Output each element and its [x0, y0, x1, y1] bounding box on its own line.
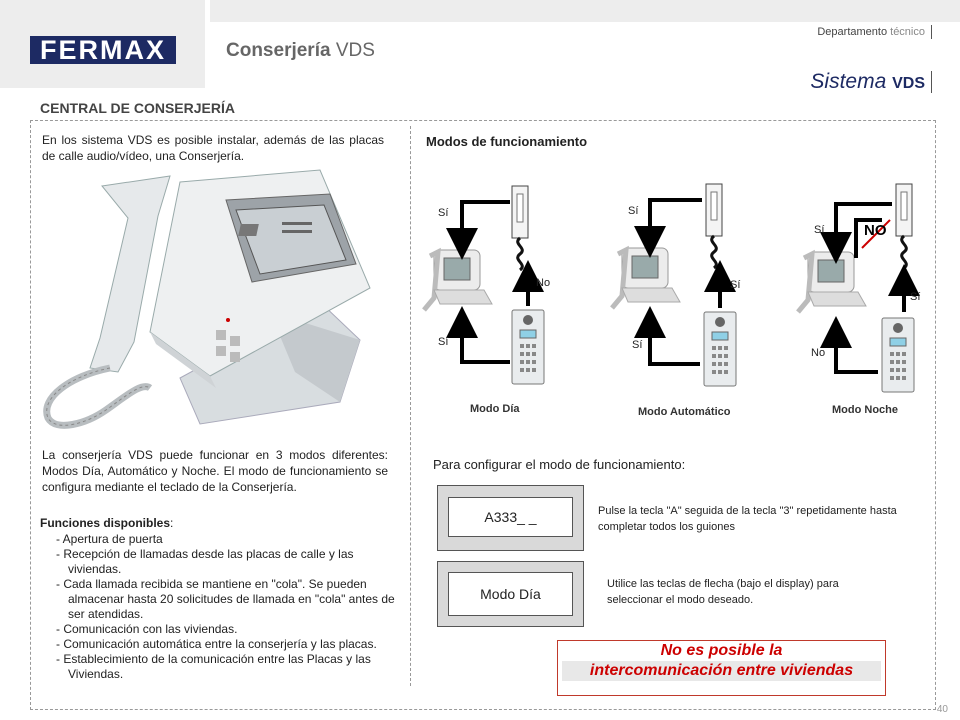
conserjeria-icon: [798, 252, 866, 312]
list-item: - Apertura de puerta: [56, 532, 163, 546]
functions-title-text: Funciones disponibles: [40, 516, 171, 530]
conserjeria-illustration: [30, 162, 400, 438]
street-panel-icon: [882, 318, 914, 392]
mode-dia-name: Modo Día: [470, 403, 520, 415]
note-display-modo-dia: Utilice las teclas de flecha (bajo el display) para seleccionar el modo deseado.: [607, 578, 839, 606]
intercom-icon: [706, 184, 722, 268]
functions-title-colon: :: [170, 516, 174, 530]
separator-bar: [931, 71, 932, 93]
list-item: - Cada llamada recibida se mantiene en "cola". Se pueden almacenar hasta 20 solicitudes de llamada en "cola" antes de ser atendidas.: [56, 577, 395, 621]
arrow-icon: [462, 202, 510, 244]
warning-line-1: No es posible la: [660, 642, 783, 659]
arrow-icon: [650, 322, 700, 364]
list-item: - Comunicación automática entre la conserjería y las placas.: [56, 637, 377, 651]
mode-noche-bottom-label: No: [811, 347, 826, 359]
mode-automatico-top-label: Sí: [628, 205, 639, 217]
mode-noche-right-label: Sí: [910, 291, 921, 303]
display-a333-text: A333_ _: [448, 497, 573, 537]
mode-noche-diagram: [798, 184, 914, 392]
section-title: CENTRAL DE CONSERJERÍA: [40, 100, 235, 116]
no-sign: NO: [864, 222, 887, 239]
street-panel-icon: [512, 310, 544, 384]
list-item: - Establecimiento de la comunicación entre las Placas y las Viviendas.: [56, 652, 371, 681]
arrow-icon: [462, 322, 510, 362]
title-rest: VDS: [330, 40, 375, 61]
arrow-icon: [650, 200, 702, 242]
intercom-icon: [896, 184, 912, 268]
arrow-icon: [836, 332, 878, 372]
note-display-a333: Pulse la tecla "A" seguida de la tecla "3" repetidamente hasta completar todos los guiones: [598, 505, 897, 533]
display-modo-dia-text: Modo Día: [448, 572, 573, 616]
description-paragraph: La conserjería VDS puede funcionar en 3 modos diferentes: Modos Día, Automático y Noche. El modo de funcionamiento se configura mediante el teclado de la Conserjería.: [42, 448, 388, 494]
mode-noche-name: Modo Noche: [832, 404, 898, 416]
functions-title: [40, 516, 173, 530]
separator-bar: [931, 25, 932, 39]
department-label: [817, 25, 932, 39]
mode-dia-bottom-label: Sí: [438, 336, 449, 348]
dept-light: técnico: [887, 25, 925, 38]
mode-dia-right-label: No: [536, 277, 551, 289]
mode-automatico-right-label: Sí: [730, 279, 741, 291]
functions-list: [40, 532, 406, 682]
sistema-label: [810, 70, 932, 94]
conserjeria-icon: [612, 248, 680, 308]
warning-line-2: intercomunicación entre viviendas: [562, 661, 881, 681]
dept-bold: Departamento: [817, 25, 888, 38]
config-title: Para configurar el modo de funcionamiento:: [433, 457, 686, 472]
intercom-icon: [512, 186, 528, 270]
display-modo-dia: [437, 561, 584, 627]
mode-dia-top-label: Sí: [438, 207, 449, 219]
list-item: - Comunicación con las viviendas.: [56, 622, 238, 636]
sistema-text: Sistema: [810, 70, 893, 93]
page-title: [226, 40, 375, 62]
title-bold: Conserjería: [226, 40, 331, 61]
mode-automatico-name: Modo Automático: [638, 406, 731, 418]
page-number: 40: [936, 704, 948, 715]
header-band-right: [210, 0, 960, 22]
modes-title: Modos de funcionamiento: [426, 134, 588, 149]
mode-noche-top-label: Sí: [814, 224, 825, 236]
display-a333: [437, 485, 584, 551]
conserjeria-icon: [424, 250, 492, 310]
list-item: - Recepción de llamadas desde las placas de calle y las viviendas.: [56, 547, 354, 576]
street-panel-icon: [704, 312, 736, 386]
intro-paragraph: En los sistema VDS es posible instalar, además de las placas de calle audio/vídeo, una Conserjería.: [42, 133, 384, 163]
fermax-logo: FERMAX: [30, 36, 176, 64]
mode-automatico-bottom-label: Sí: [632, 339, 643, 351]
warning-box: [557, 640, 886, 696]
sistema-vds: VDS: [892, 75, 925, 92]
